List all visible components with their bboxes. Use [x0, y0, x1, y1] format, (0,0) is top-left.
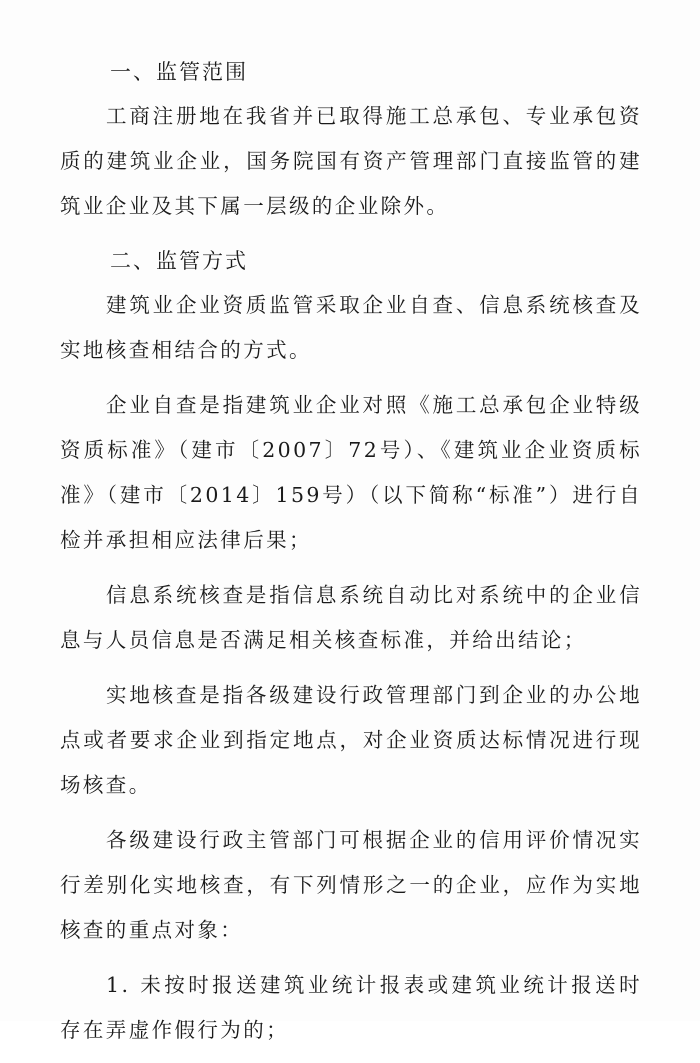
paragraph-self-check: 企业自查是指建筑业企业对照《施工总承包企业特级资质标准》（建市〔2007〕72号）、《建筑业企业资质标准》（建市〔2014〕159号）（以下简称“标准”）进行自检并承担相应法律后果；	[60, 393, 642, 552]
document-body	[60, 50, 642, 1063]
list-item-1: 1. 未按时报送建筑业统计报表或建筑业统计报送时存在弄虚作假行为的；	[60, 973, 642, 1042]
section-heading-scope: 一、监管范围	[110, 60, 248, 84]
paragraph-method-overview: 建筑业企业资质监管采取企业自查、信息系统核查及实地核查相结合的方式。	[60, 293, 642, 362]
paragraph-key-targets: 各级建设行政主管部门可根据企业的信用评价情况实行差别化实地核查，有下列情形之一的企业，应作为实地核查的重点对象：	[60, 828, 642, 942]
paragraph-onsite-check: 实地核查是指各级建设行政管理部门到企业的办公地点或者要求企业到指定地点，对企业资质达标情况进行现场核查。	[60, 683, 642, 797]
paragraph-scope-description: 工商注册地在我省并已取得施工总承包、专业承包资质的建筑业企业，国务院国有资产管理部门直接监管的建筑业企业及其下属一层级的企业除外。	[60, 104, 642, 218]
paragraph-system-check: 信息系统核查是指信息系统自动比对系统中的企业信息与人员信息是否满足相关核查标准，并给出结论；	[60, 583, 642, 652]
section-heading-method: 二、监管方式	[110, 249, 248, 273]
